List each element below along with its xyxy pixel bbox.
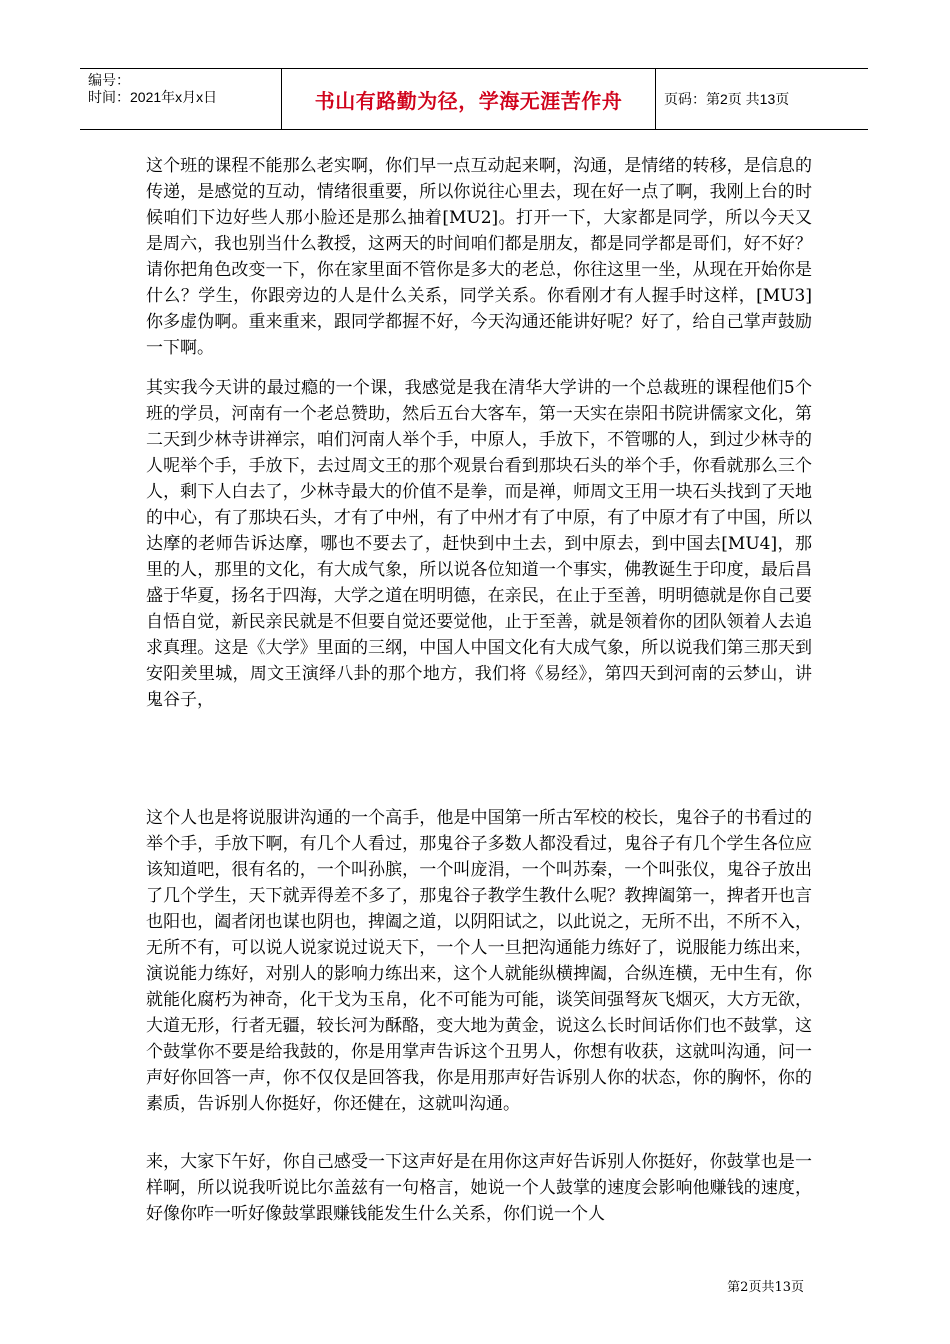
doc-number-label: 编号： [88, 72, 130, 88]
header-motto: 书山有路勤为径，学海无涯苦作舟 [282, 69, 656, 129]
time-line: 时间：2021年x月x日 [88, 89, 218, 105]
page-header [80, 68, 868, 130]
paragraph-4: 来，大家下午好，你自己感受一下这声好是在用你这声好告诉别人你挺好，你鼓掌也是一样啊，所以说我听说比尔盖兹有一句格言，她说一个人鼓掌的速度会影响他赚钱的速度，好像你咋一听好像鼓掌跟赚钱能发生什么关系，你们说一个人 [146, 1152, 812, 1224]
paragraph-2: 其实我今天讲的最过瘾的一个课，我感觉是我在清华大学讲的一个总裁班的课程他们5个班的学员，河南有一个老总赞助，然后五台大客车，第一天实在崇阳书院讲儒家文化，第二天到少林寺讲禅宗，咱们河南人举个手，中原人，手放下，不管哪的人，到过少林寺的人呢举个手，手放下，去过周文王的那个观景台看到那块石头的举个手，你看就那么三个人，剩下人白去了，少林寺最大的价值不是拳，而是禅，师周文王用一块石头找到了天地的中心，有了那块石头，才有了中州，有了中州才有了中原，有了中原才有了中国，所以达摩的老师告诉达摩，哪也不要去了，赶快到中土去，到中原去，到中国去[MU4]，那里的人，那里的文化，有大成气象，所以说各位知道一个事实，佛教诞生于印度，最后昌盛于华夏，扬名于四海，大学之道在明明德，在亲民，在止于至善，明明德就是你自己要自悟自觉，新民亲民就是不但要自觉还要觉他，止于至善，就是领着你的团队领着人去追求真理。这是《大学》里面的三纲，中国人中国文化有大成气象，所以说我们第三那天到安阳羑里城，周文王演绎八卦的那个地方，我们将《易经》，第四天到河南的云梦山，讲鬼谷子， [146, 378, 812, 710]
paragraph-3: 这个人也是将说服讲沟通的一个高手，他是中国第一所古军校的校长，鬼谷子的书看过的举个手，手放下啊，有几个人看过，那鬼谷子多数人都没看过，鬼谷子有几个学生各位应该知道吧，很有名的，一个叫孙膑，一个叫庞涓，一个叫苏秦，一个叫张仪，鬼谷子放出了几个学生，天下就弄得差不多了，那鬼谷子教学生教什么呢？教捭阖第一，捭者开也言也阳也，阖者闭也谋也阴也，捭阖之道，以阴阳试之，以此说之，无所不出，不所不入，无所不有，可以说人说家说过说天下，一个人一旦把沟通能力练好了，说服能力练出来，演说能力练好，对别人的影响力练出来，这个人就能纵横捭阖，合纵连横，无中生有，你就能化腐朽为神奇，化干戈为玉帛，化不可能为可能，谈笑间强弩灰飞烟灭，大方无欲，大道无形，行者无疆，较长河为酥酪，变大地为黄金，说这么长时间话你们也不鼓掌，这个鼓掌你不要是给我鼓的，你是用掌声告诉这个丑男人，你想有收获，这就叫沟通，问一声好你回答一声，你不仅仅是回答我，你是用那声好告诉别人你的状态，你的胸怀，你的素质，告诉别人你挺好，你还健在，这就叫沟通。 [146, 808, 812, 1114]
paragraph-1: 这个班的课程不能那么老实啊，你们早一点互动起来啊，沟通，是情绪的转移，是信息的传递，是感觉的互动，情绪很重要，所以你说往心里去，现在好一点了啊，我刚上台的时候咱们下边好些人那小脸还是那么抽着[MU2]。打开一下，大家都是同学，所以今天又是周六，我也别当什么教授，这两天的时间咱们都是朋友，都是同学都是哥们，好不好？请你把角色改变一下，你在家里面不管你是多大的老总，你往这里一坐，从现在开始你是什么？学生，你跟旁边的人是什么关系，同学关系。你看刚才有人握手时这样，[MU3]你多虚伪啊。重来重来，跟同学都握不好，今天沟通还能讲好呢？好了，给自己掌声鼓励一下啊。 [146, 156, 812, 358]
page-footer: 第2页共13页 [727, 1280, 804, 1295]
header-meta-cell [80, 69, 282, 129]
header-page-info: 页码：第2页 共13页 [664, 91, 790, 107]
